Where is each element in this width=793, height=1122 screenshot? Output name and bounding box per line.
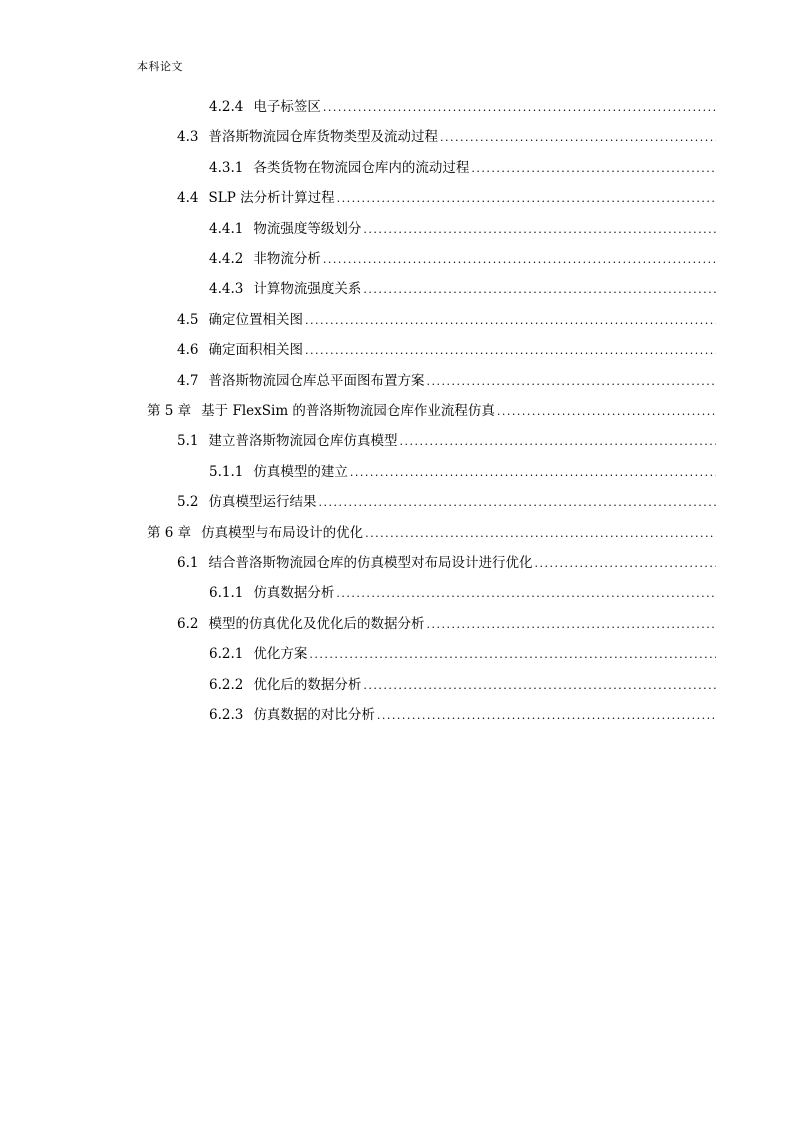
page-header: 本科论文 bbox=[137, 60, 183, 73]
toc-entry-title: 计算物流强度关系 bbox=[253, 281, 362, 298]
toc-leader-dots bbox=[336, 584, 716, 604]
toc-leader-dots bbox=[350, 463, 716, 483]
toc-leader-dots bbox=[323, 98, 716, 118]
toc-entry-number: 4.7 bbox=[177, 372, 199, 389]
toc-entry-title: 结合普洛斯物流园仓库的仿真模型对布局设计进行优化 bbox=[208, 555, 533, 571]
toc-entry-label bbox=[147, 523, 365, 543]
toc-entry-label bbox=[177, 431, 399, 451]
toc-entry-number: 5.1 bbox=[177, 433, 199, 450]
toc-entry-label bbox=[209, 219, 363, 239]
toc-entry-title: 优化后的数据分析 bbox=[253, 676, 362, 693]
toc-entry-number: 4.4.2 bbox=[209, 251, 244, 267]
toc-entry[interactable] bbox=[177, 188, 716, 208]
toc-entry-number: 4.5 bbox=[177, 311, 199, 328]
toc-entry-number: 4.4.3 bbox=[209, 281, 244, 298]
toc-entry[interactable] bbox=[147, 401, 716, 421]
toc-entry-title: 仿真数据的对比分析 bbox=[253, 707, 375, 723]
toc-entry-title: 电子标签区 bbox=[253, 99, 321, 115]
toc-entry[interactable] bbox=[209, 644, 716, 664]
toc-entry-label bbox=[209, 249, 323, 269]
toc-entry[interactable] bbox=[177, 127, 716, 147]
toc-entry-title: 仿真数据分析 bbox=[253, 585, 335, 602]
toc-leader-dots bbox=[365, 524, 716, 544]
toc-entry-title: 确定面积相关图 bbox=[208, 342, 303, 359]
toc-entry-label bbox=[177, 127, 440, 147]
toc-entry-number: 4.2.4 bbox=[209, 99, 244, 115]
toc-entry[interactable] bbox=[177, 614, 716, 634]
toc-entry[interactable] bbox=[177, 310, 716, 330]
toc-entry-number: 5.2 bbox=[177, 494, 199, 511]
toc-entry[interactable] bbox=[209, 583, 716, 603]
toc-entry[interactable] bbox=[209, 675, 716, 695]
toc-entry-label bbox=[209, 583, 336, 603]
toc-entry-number: 6.1 bbox=[177, 555, 199, 571]
toc-leader-dots bbox=[305, 311, 716, 331]
toc-entry-label bbox=[209, 462, 350, 482]
toc-entry-title: 普洛斯物流园仓库总平面图布置方案 bbox=[208, 372, 425, 389]
toc-entry[interactable] bbox=[177, 431, 716, 451]
toc-entry-label bbox=[177, 310, 305, 330]
toc-entry-title: 各类货物在物流园仓库内的流动过程 bbox=[253, 159, 470, 176]
toc-entry-label bbox=[177, 340, 305, 360]
toc-entry-title: 基于 FlexSim 的普洛斯物流园仓库作业流程仿真 bbox=[201, 403, 495, 419]
toc-entry-number: 4.4 bbox=[177, 190, 199, 207]
toc-entry[interactable] bbox=[209, 462, 716, 482]
toc-entry-label bbox=[209, 675, 363, 695]
toc-entry[interactable] bbox=[209, 158, 716, 178]
toc-entry-number: 4.6 bbox=[177, 342, 199, 359]
toc-leader-dots bbox=[363, 220, 716, 240]
toc-leader-dots bbox=[309, 645, 716, 665]
toc-entry[interactable] bbox=[209, 249, 716, 269]
toc-entry-title: 物流强度等级划分 bbox=[253, 220, 362, 237]
toc-entry-label bbox=[177, 188, 337, 208]
toc-entry[interactable] bbox=[147, 523, 716, 543]
toc-leader-dots bbox=[337, 189, 716, 209]
toc-entry-title: 建立普洛斯物流园仓库仿真模型 bbox=[208, 433, 398, 450]
toc-leader-dots bbox=[323, 250, 716, 270]
toc-entry-label bbox=[177, 614, 426, 634]
toc-entry-number: 6.2.2 bbox=[209, 676, 244, 693]
toc-entry[interactable] bbox=[209, 279, 716, 299]
toc-entry-title: 仿真模型的建立 bbox=[253, 463, 348, 480]
toc-leader-dots bbox=[363, 280, 716, 300]
toc-entry[interactable] bbox=[209, 219, 716, 239]
toc-entry-label bbox=[209, 158, 471, 178]
toc-entry-title: 优化方案 bbox=[253, 646, 308, 663]
toc-entry-label bbox=[147, 401, 497, 421]
toc-entry-title: 仿真模型运行结果 bbox=[208, 494, 317, 511]
toc-leader-dots bbox=[399, 432, 716, 452]
toc-entry-number: 6.1.1 bbox=[209, 585, 244, 602]
toc-entry-label bbox=[209, 97, 323, 117]
toc-entry[interactable] bbox=[209, 705, 716, 725]
toc-entry-label bbox=[209, 279, 363, 299]
toc-entry[interactable] bbox=[177, 553, 716, 573]
toc-entry-title: 仿真模型与布局设计的优化 bbox=[201, 524, 364, 541]
toc-entry-title: SLP 法分析计算过程 bbox=[208, 190, 335, 207]
toc-leader-dots bbox=[534, 554, 716, 574]
toc-entry-number: 6.2.3 bbox=[209, 707, 244, 723]
toc-entry-number: 第 5 章 bbox=[147, 403, 192, 419]
toc-leader-dots bbox=[426, 372, 716, 392]
toc-entry-label bbox=[209, 705, 377, 725]
toc-leader-dots bbox=[318, 493, 716, 513]
toc-leader-dots bbox=[440, 128, 716, 148]
toc-entry-label bbox=[177, 553, 534, 573]
toc-leader-dots bbox=[363, 676, 716, 696]
toc-entry-number: 第 6 章 bbox=[147, 524, 192, 541]
toc-entry[interactable] bbox=[177, 371, 716, 391]
toc-entry-number: 4.4.1 bbox=[209, 220, 244, 237]
toc-entry[interactable] bbox=[177, 340, 716, 360]
toc-entry-number: 4.3.1 bbox=[209, 159, 244, 176]
toc-leader-dots bbox=[426, 615, 716, 635]
toc-entry-label bbox=[209, 644, 309, 664]
toc-entry-number: 6.2.1 bbox=[209, 646, 244, 663]
toc-entry-title: 确定位置相关图 bbox=[208, 311, 303, 328]
toc-leader-dots bbox=[377, 706, 716, 726]
toc-entry-label bbox=[177, 371, 426, 391]
toc-entry-title: 模型的仿真优化及优化后的数据分析 bbox=[208, 615, 425, 632]
toc-entry-title: 普洛斯物流园仓库货物类型及流动过程 bbox=[208, 129, 438, 146]
toc-entry-title: 非物流分析 bbox=[253, 251, 321, 267]
toc-entry-label bbox=[177, 492, 318, 512]
toc-entry[interactable] bbox=[209, 97, 716, 117]
toc-entry-number: 4.3 bbox=[177, 129, 199, 146]
toc-entry-number: 6.2 bbox=[177, 615, 199, 632]
toc-entry[interactable] bbox=[177, 492, 716, 512]
toc-leader-dots bbox=[305, 341, 716, 361]
toc-leader-dots bbox=[471, 159, 716, 179]
header-rule bbox=[130, 80, 715, 81]
toc-entry-number: 5.1.1 bbox=[209, 463, 244, 480]
toc-leader-dots bbox=[497, 402, 716, 422]
